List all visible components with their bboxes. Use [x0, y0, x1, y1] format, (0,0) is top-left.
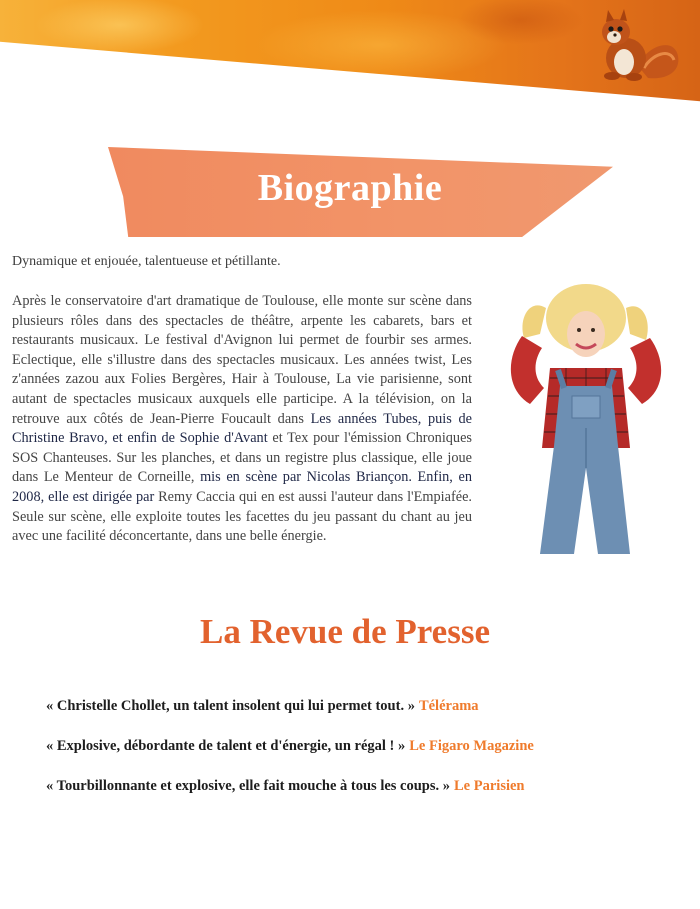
press-quote — [46, 738, 534, 755]
portrait-photo — [500, 278, 670, 558]
quote-text: « Explosive, débordante de talent et d'énergie, un régal ! » — [46, 738, 406, 754]
bio-text-part1: Après le conservatoire d'art dramatique de Toulouse, elle monte sur scène dans plusieurs rôles dans des spectacles de théâtre, arpente les cabarets, bars et restaurants musicaux. Le festival d'Avignon lui permet de fourbir ses armes. Eclectique, elle s'illustre dans des spectacles musicaux. Les années twist, Les z'années zazou aux Folies Bergères, Hair à Toulouse, La vie parisienne, sont autant de spectacles musicaux auxquels elle participe. A la télévision, on la retrouve aux côtés de Jean-Pierre Foucault dans — [12, 293, 472, 427]
bio-tagline: Dynamique et enjouée, talentueuse et pétillante. — [12, 254, 281, 269]
press-quote — [46, 778, 525, 795]
quote-source: Le Figaro Magazine — [409, 738, 534, 754]
bio-text-part3: et Tex pour l'émission Chroniques SOS Chanteuses. Sur les planches, et dans un registre plus classique, elle joue dans Le Menteur de Corneille, — [12, 430, 472, 486]
quote-text: « Christelle Chollet, un talent insolent qui lui permet tout. » — [46, 698, 415, 714]
quote-source: Le Parisien — [454, 778, 525, 794]
press-quote — [46, 698, 479, 715]
bio-paragraph — [12, 292, 472, 547]
bio-text-part4: mis en scène par Nicolas Briançon. Enfin, en 2008, elle est dirigée par — [12, 469, 472, 505]
squirrel-icon — [586, 6, 682, 84]
bio-text-part2: Les années Tubes, puis de Christine Bravo, et enfin de Sophie d'Avant — [12, 410, 472, 447]
quote-text: « Tourbillonnante et explosive, elle fait mouche à tous les coups. » — [46, 778, 451, 794]
bio-text-part5: Remy Caccia qui en est aussi l'auteur dans l'Empiafée. Seule sur scène, elle exploite toutes les facettes du jeu passant du chant au jeu avec une facilité déconcertante, dans une belle énergie. — [12, 488, 472, 545]
biographie-title: Biographie — [257, 167, 443, 209]
press-review-title: La Revue de Presse — [200, 612, 490, 651]
quote-source: Télérama — [418, 698, 479, 714]
